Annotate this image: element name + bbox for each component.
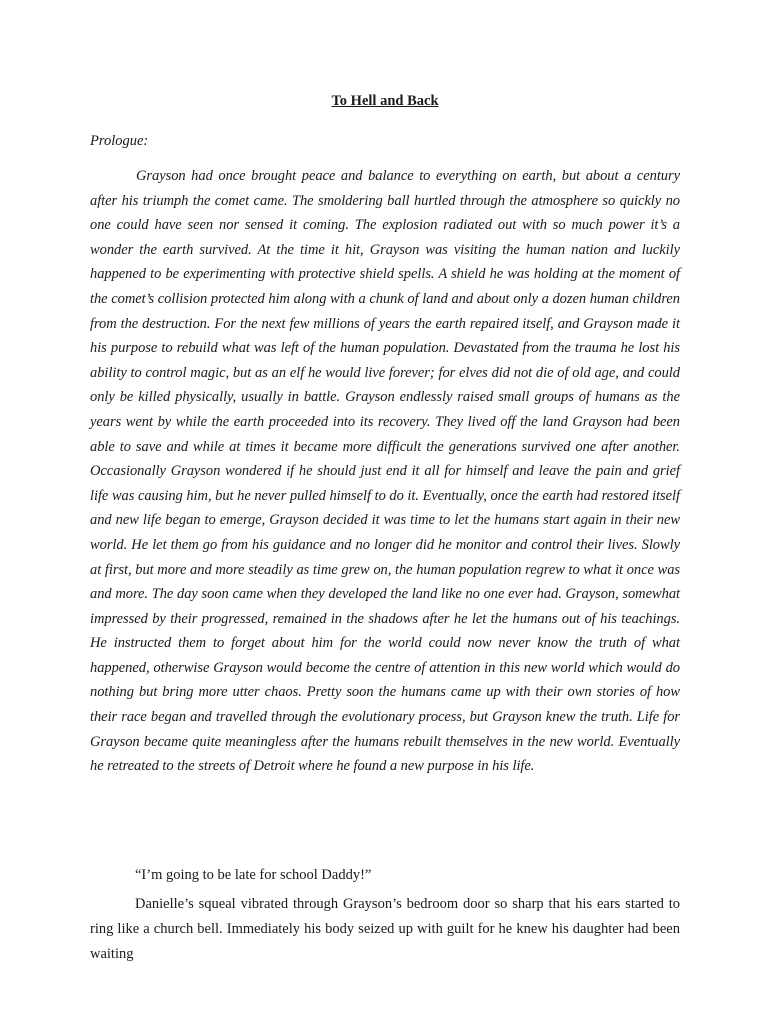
section-heading: Prologue: (90, 133, 149, 149)
body-paragraph: Danielle’s squeal vibrated through Grayson’s bedroom door so sharp that his ears started to ring like a church bell. Immediately his body seized up with guilt for he knew his daughter had been waiting (90, 896, 680, 962)
document-page (90, 88, 680, 966)
prologue-paragraph: Grayson had once brought peace and balance to everything on earth, but about a century after his triumph the comet came. The smoldering ball hurtled through the atmosphere so quickly no one could have seen nor sensed it coming. The explosion radiated out with so much power it’s a wonder the earth survived. At the time it hit, Grayson was visiting the human nation and luckily happened to be experimenting with protective shield spells. A shield he was holding at the moment of the comet’s collision protected him along with a chunk of land and about only a dozen human children from the destruction. For the next few millions of years the earth repaired itself, and Grayson made it his purpose to rebuild what was left of the human population. Devastated from the trauma he lost his ability to control magic, but as an elf he would live forever; for elves did not die of old age, and could only be killed physically, usually in battle. Grayson endlessly raised small groups of humans as the years went by while the earth proceeded into its recovery. They lived off the land Grayson had been able to save and while at times it became more difficult the generations survived one after another. Occasionally Grayson wondered if he should just end it all for himself and leave the pain and grief life was causing him, but he never pulled himself to do it. Eventually, once the earth had restored itself and new life began to emerge, Grayson decided it was time to let the humans start again in their new world. He let them go from his guidance and no longer did he monitor and control their lives. Slowly at first, but more and more steadily as time grew on, the human population regrew to what it once was and more. The day soon came when they developed the land like no one ever had. Grayson, somewhat impressed by their progressed, remained in the shadows after he let the humans out of his teachings. He instructed them to forget about him for the world could now never know the truth of what happened, otherwise Grayson would become the centre of attention in this new world which would do nothing but bring more utter chaos. Pretty soon the humans came up with their own stories of how their race began and travelled through the evolutionary process, but Grayson knew the truth. Life for Grayson became quite meaningless after the humans rebuilt themselves in the new world. Eventually he retreated to the streets of Detroit where he found a new purpose in his life. (90, 168, 680, 775)
dialogue-line: “I’m going to be late for school Daddy!” (135, 866, 372, 883)
document-title: To Hell and Back (331, 93, 439, 109)
